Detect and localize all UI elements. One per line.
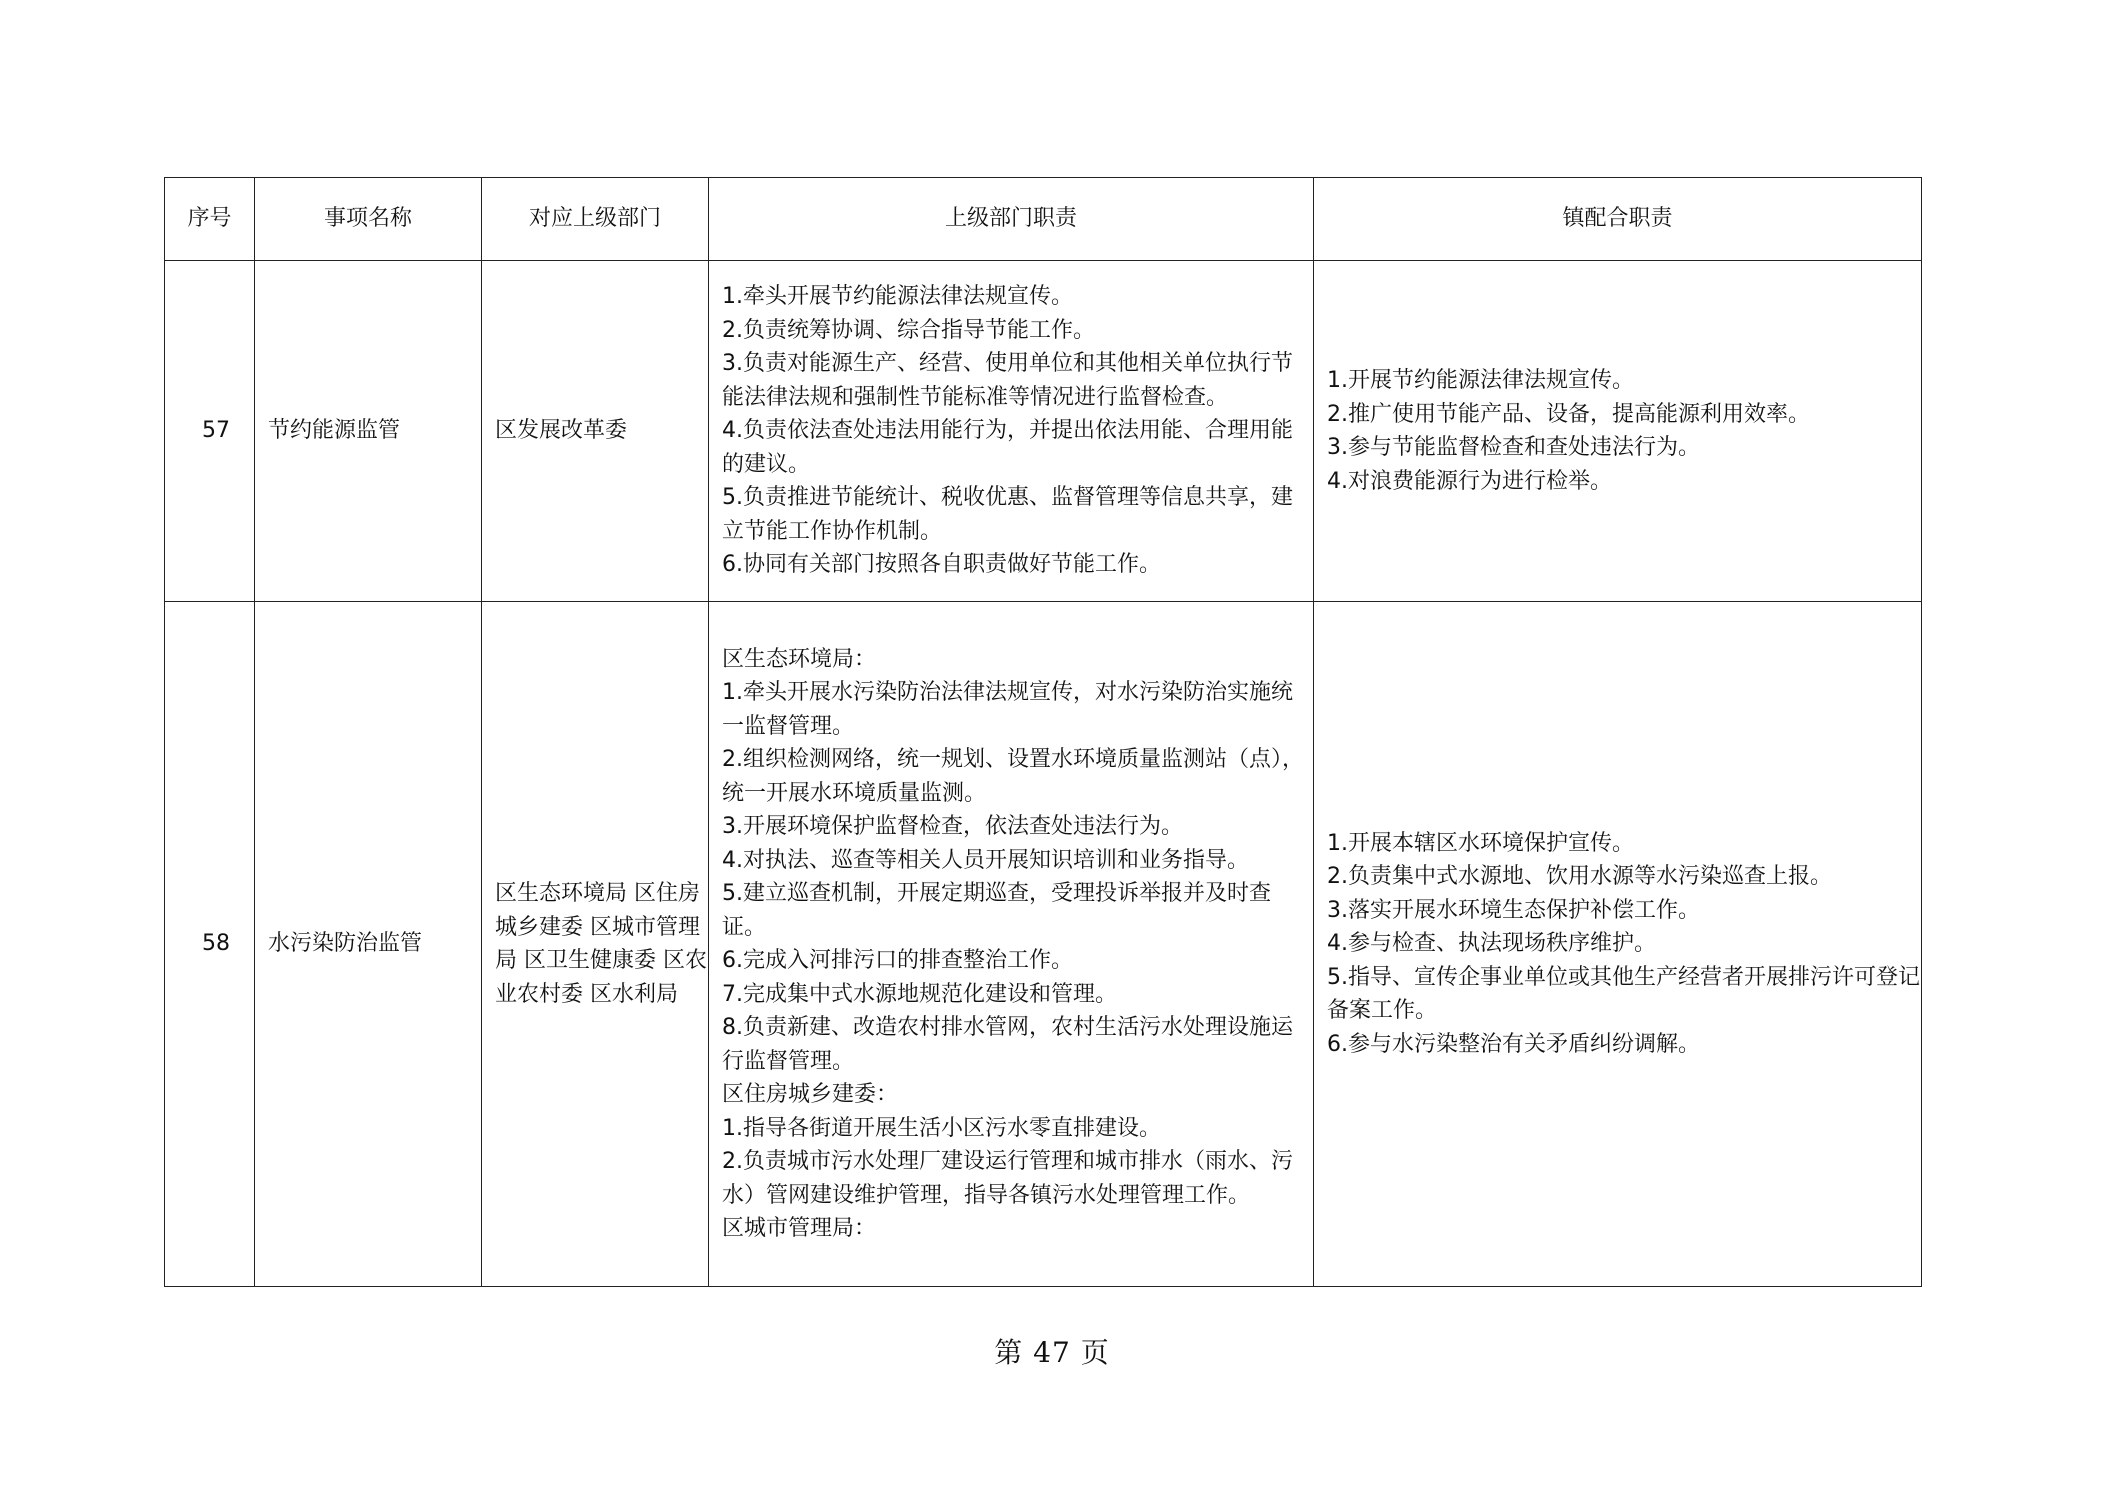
town-duty-line: 3.落实开展水环境生态保护补偿工作。	[1327, 897, 1700, 923]
row-serial: 57	[165, 261, 255, 602]
row-serial: 58	[165, 602, 255, 1287]
town-duty-line: 2.负责集中式水源地、饮用水源等水污染巡查上报。	[1327, 864, 1832, 890]
row-superior-dept: 区发展改革委	[482, 261, 709, 602]
town-duty-line: 1.开展本辖区水环境保护宣传。	[1327, 830, 1634, 856]
header-town-duties: 镇配合职责	[1314, 178, 1922, 261]
table-row	[165, 261, 1922, 602]
duty-line: 区住房城乡建委：	[722, 1082, 899, 1107]
duty-line: 6.协同有关部门按照各自职责做好节能工作。	[722, 552, 1161, 578]
town-duty-line: 4.参与检查、执法现场秩序维护。	[1327, 931, 1656, 957]
header-superior-duties: 上级部门职责	[709, 178, 1314, 261]
duty-line: 1.牵头开展节约能源法律法规宣传。	[722, 284, 1073, 310]
town-duty-line: 5.指导、宣传企事业单位或其他生产经营者开展排污许可登记备案工作。	[1327, 964, 1920, 1024]
row-superior-duties	[709, 602, 1314, 1287]
duty-line: 2.负责城市污水处理厂建设运行管理和城市排水（雨水、污水）管网建设维护管理，指导各镇污水处理管理工作。	[722, 1149, 1293, 1208]
town-duty-line: 6.参与水污染整治有关矛盾纠纷调解。	[1327, 1031, 1700, 1057]
town-duty-line: 3.参与节能监督检查和查处违法行为。	[1327, 435, 1700, 460]
row-town-duties	[1314, 261, 1922, 602]
row-superior-dept: 区生态环境局 区住房城乡建委 区城市管理局 区卫生健康委 区农业农村委 区水利局	[482, 602, 709, 1287]
duty-line: 2.负责统筹协调、综合指导节能工作。	[722, 317, 1095, 343]
duty-line: 2.组织检测网络，统一规划、设置水环境质量监测站（点），统一开展水环境质量监测。	[722, 747, 1304, 806]
town-duty-line: 1.开展节约能源法律法规宣传。	[1327, 368, 1634, 393]
row-item-name: 水污染防治监管	[255, 602, 482, 1287]
duty-line: 1.指导各街道开展生活小区污水零直排建设。	[722, 1115, 1161, 1141]
table-row	[165, 602, 1922, 1287]
header-superior-dept: 对应上级部门	[482, 178, 709, 261]
row-town-duties	[1314, 602, 1922, 1287]
duty-line: 3.负责对能源生产、经营、使用单位和其他相关单位执行节能法律法规和强制性节能标准等情况进行监督检查。	[722, 351, 1293, 410]
duty-line: 6.完成入河排污口的排查整治工作。	[722, 948, 1073, 973]
header-serial: 序号	[165, 178, 255, 261]
header-item-name: 事项名称	[255, 178, 482, 261]
duty-line: 7.完成集中式水源地规范化建设和管理。	[722, 981, 1117, 1007]
duty-line: 4.负责依法查处违法用能行为，并提出依法用能、合理用能的建议。	[722, 418, 1293, 477]
page-number: 第 47 页	[994, 1336, 1110, 1369]
duty-line: 区城市管理局：	[722, 1216, 877, 1241]
duty-line: 1.牵头开展水污染防治法律法规宣传，对水污染防治实施统一监督管理。	[722, 680, 1293, 739]
town-duty-line: 4.对浪费能源行为进行检举。	[1327, 468, 1612, 494]
table-header-row	[165, 178, 1922, 261]
duty-line: 5.建立巡查机制，开展定期巡查，受理投诉举报并及时查证。	[722, 881, 1271, 940]
duty-line: 8.负责新建、改造农村排水管网，农村生活污水处理设施运行监督管理。	[722, 1015, 1293, 1074]
duty-line: 4.对执法、巡查等相关人员开展知识培训和业务指导。	[722, 847, 1249, 873]
row-superior-duties	[709, 261, 1314, 602]
duty-line: 3.开展环境保护监督检查，依法查处违法行为。	[722, 814, 1183, 839]
row-item-name: 节约能源监管	[255, 261, 482, 602]
duty-line: 5.负责推进节能统计、税收优惠、监督管理等信息共享，建立节能工作协作机制。	[722, 485, 1293, 544]
duty-line: 区生态环境局：	[722, 646, 877, 672]
town-duty-line: 2.推广使用节能产品、设备，提高能源利用效率。	[1327, 401, 1810, 427]
duty-table	[164, 177, 1922, 1287]
